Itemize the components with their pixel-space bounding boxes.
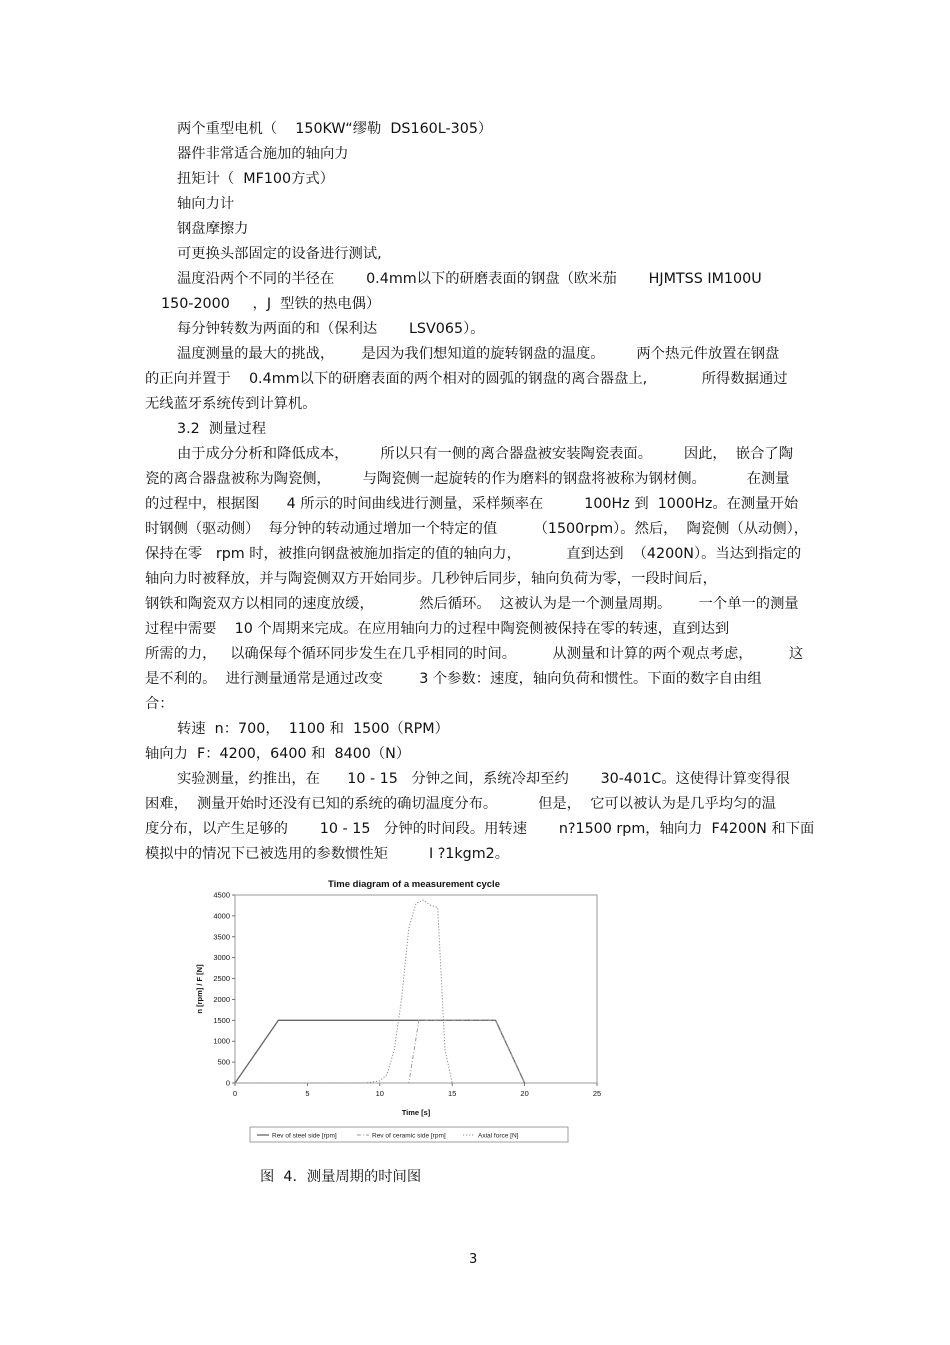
body-line: 时钢侧（驱动侧） 每分钟的转动通过增加一个特定的值 （1500rpm）。然后， 陶瓷侧（从动侧），	[145, 521, 809, 537]
time-diagram-chart	[195, 870, 615, 1150]
y-tick-label: 4000	[213, 911, 230, 921]
body-line: 轴向力计	[177, 196, 235, 212]
body-line: 合：	[145, 696, 174, 712]
body-line: 的过程中，根据图 4 所示的时间曲线进行测量，采样频率在 100Hz 到 1000Hz。在测量开始	[145, 496, 799, 512]
y-tick-label: 3000	[213, 953, 230, 963]
body-line: 瓷的离合器盘被称为陶瓷侧， 与陶瓷侧一起旋转的作为磨料的钢盘将被称为钢材侧。 在测量	[145, 471, 790, 487]
legend-entry: Rev of steel side [rpm]	[272, 1132, 337, 1140]
legend-entry: Axial force [N]	[478, 1132, 519, 1140]
body-line: 温度沿两个不同的半径在 0.4mm以下的研磨表面的钢盘（欧米茄 HJMTSS IM100U	[177, 271, 762, 287]
body-line: 过程中需要 10 个周期来完成。在应用轴向力的过程中陶瓷侧被保持在零的转速，直到达到	[145, 621, 730, 637]
body-line: 轴向力 F：4200，6400 和 8400（N）	[145, 746, 411, 762]
body-line: 的正向并置于 0.4mm以下的研磨表面的两个相对的圆弧的钢盘的离合器盘上, 所得数据通过	[145, 371, 788, 387]
y-axis-label: n [rpm] / F [N]	[195, 964, 204, 1014]
body-line: 无线蓝牙系统传到计算机。	[145, 396, 317, 412]
body-line: 度分布，以产生足够的 10 - 15 分钟的时间段。用转速 n?1500 rpm，轴向力 F4200N 和下面	[145, 821, 815, 837]
x-tick-label: 20	[520, 1089, 529, 1098]
body-line: 轴向力时被释放，并与陶瓷侧双方开始同步。几秒钟后同步，轴向负荷为零，一段时间后，	[145, 571, 717, 587]
y-tick-label: 1000	[213, 1036, 230, 1046]
y-tick-label: 500	[217, 1057, 230, 1067]
body-line: 实验测量，约推出，在 10 - 15 分钟之间，系统冷却至约 30-401C。这使得计算变得很	[177, 771, 790, 787]
body-line: 困难， 测量开始时还没有已知的系统的确切温度分布。 但是， 它可以被认为是几乎均匀的温	[145, 796, 776, 812]
body-line: 由于成分分析和降低成本， 所以只有一侧的离合器盘被安装陶瓷表面。 因此， 嵌合了陶	[177, 446, 793, 462]
body-line: 所需的力， 以确保每个循环同步发生在几乎相同的时间。 从测量和计算的两个观点考虑， 这	[145, 646, 804, 662]
body-line: 两个重型电机（ 150KW“缪勒 DS160L-305）	[177, 121, 493, 137]
page-number: 3	[469, 1252, 478, 1267]
x-tick-label: 0	[232, 1089, 238, 1098]
y-tick-label: 0	[225, 1078, 230, 1088]
body-line: 模拟中的情况下已被选用的参数惯性矩 I ?1kgm2。	[145, 846, 510, 862]
body-line: 是不利的。 进行测量通常是通过改变 3 个参数：速度，轴向负荷和惯性。下面的数字自由组	[145, 671, 762, 687]
y-tick-label: 4500	[213, 890, 230, 900]
y-tick-label: 2500	[213, 974, 230, 984]
y-tick-label: 1500	[213, 1015, 230, 1025]
y-tick-label: 3500	[213, 932, 230, 942]
body-line: 转速 n：700， 1100 和 1500（RPM）	[177, 721, 449, 737]
body-line: 温度测量的最大的挑战， 是因为我们想知道的旋转钢盘的温度。 两个热元件放置在钢盘	[177, 346, 780, 362]
x-tick-label: 5	[305, 1089, 310, 1098]
body-line: 钢盘摩擦力	[177, 221, 249, 237]
figure-caption: 图 4．测量周期的时间图	[260, 1169, 422, 1185]
section-heading: 3.2 测量过程	[177, 421, 267, 437]
x-tick-label: 10	[375, 1089, 384, 1098]
y-tick-label: 2000	[213, 994, 230, 1004]
body-line: 可更换头部固定的设备进行测试,	[177, 246, 382, 262]
legend-entry: Rev of ceramic side [rpm]	[372, 1132, 446, 1140]
body-line: 钢铁和陶瓷双方以相同的速度放缓， 然后循环。 这被认为是一个测量周期。 一个单一的测量	[145, 596, 799, 612]
body-line: 150-2000 ，J 型铁的热电偶）	[161, 296, 381, 312]
x-tick-label: 25	[592, 1089, 602, 1098]
body-line: 扭矩计（ MF100方式）	[177, 171, 335, 187]
body-line: 保持在零 rpm 时，被推向钢盘被施加指定的值的轴向力， 直到达到 （4200N）。当达到指定的	[145, 546, 802, 562]
body-line: 器件非常适合施加的轴向力	[177, 146, 349, 162]
body-line: 每分钟转数为两面的和（保利达 LSV065）。	[177, 321, 485, 337]
x-axis-label: Time [s]	[401, 1108, 431, 1117]
x-tick-label: 15	[448, 1089, 457, 1098]
chart-title: Time diagram of a measurement cycle	[328, 879, 500, 890]
